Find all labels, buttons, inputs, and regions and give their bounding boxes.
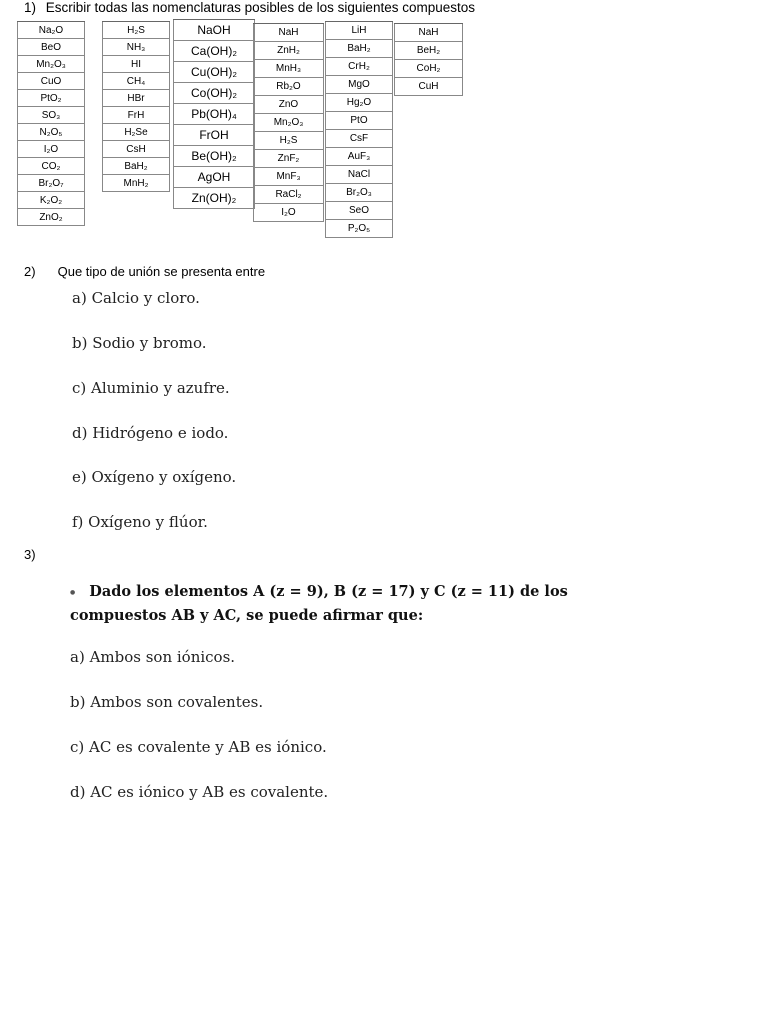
table-cell: AgOH — [173, 167, 255, 188]
question-3-option-a: a) Ambos son iónicos. — [70, 648, 236, 666]
table-cell: Na₂O — [17, 22, 85, 39]
compound-table-3 — [173, 19, 255, 209]
compound-table-4 — [253, 23, 324, 222]
question-2-title — [24, 264, 265, 279]
table-cell: ZnF₂ — [253, 150, 324, 168]
table-cell: CrH₂ — [325, 58, 393, 76]
table-cell: FrOH — [173, 125, 255, 146]
question-1-number: 1) — [24, 0, 37, 15]
compound-table-2 — [102, 21, 170, 192]
question-2-option-e: e) Oxígeno y oxígeno. — [72, 468, 237, 486]
table-cell: ZnH₂ — [253, 42, 324, 60]
table-cell: CO₂ — [17, 158, 85, 175]
table-cell: Mn₂O₃ — [17, 56, 85, 73]
table-cell: NH₃ — [102, 39, 170, 56]
table-cell: HBr — [102, 90, 170, 107]
table-cell: Be(OH)₂ — [173, 146, 255, 167]
table-cell: CuH — [394, 78, 463, 96]
table-cell: BaH₂ — [102, 158, 170, 175]
table-cell: NaH — [394, 24, 463, 42]
table-cell: Cu(OH)₂ — [173, 62, 255, 83]
table-cell: CsH — [102, 141, 170, 158]
table-cell: BaH₂ — [325, 40, 393, 58]
table-cell: SeO — [325, 202, 393, 220]
table-cell: PtO — [325, 112, 393, 130]
question-2-option-b: b) Sodio y bromo. — [72, 334, 207, 352]
compound-table-6 — [394, 23, 463, 96]
table-cell: Br₂O₇ — [17, 175, 85, 192]
table-cell: RaCl₂ — [253, 186, 324, 204]
question-3-number: 3) — [24, 547, 36, 562]
table-cell: MnH₃ — [253, 60, 324, 78]
table-cell: MnH₂ — [102, 175, 170, 192]
table-cell: BeH₂ — [394, 42, 463, 60]
question-3-option-c: c) AC es covalente y AB es iónico. — [70, 738, 327, 756]
table-cell: H₂S — [102, 22, 170, 39]
table-cell: Ca(OH)₂ — [173, 41, 255, 62]
table-cell: CH₄ — [102, 73, 170, 90]
table-cell: MgO — [325, 76, 393, 94]
table-cell: Zn(OH)₂ — [173, 188, 255, 209]
table-cell: I₂O — [17, 141, 85, 158]
question-3-stem-text: Dado los elementos A (z = 9), B (z = 17) y C (z = 11) de los compuestos AB y AC, se puede afirmar que: — [70, 583, 568, 624]
table-cell: AuF₃ — [325, 148, 393, 166]
question-1-text: Escribir todas las nomenclaturas posibles de los siguientes compuestos — [45, 0, 475, 15]
bullet-dot-icon: ● — [70, 588, 76, 596]
table-cell: Rb₂O — [253, 78, 324, 96]
table-cell: N₂O₅ — [17, 124, 85, 141]
table-cell: CuO — [17, 73, 85, 90]
table-cell: BeO — [17, 39, 85, 56]
table-cell: K₂O₂ — [17, 192, 85, 209]
table-cell: CoH₂ — [394, 60, 463, 78]
question-3-option-d: d) AC es iónico y AB es covalente. — [70, 783, 329, 801]
question-2-text: Que tipo de unión se presenta entre — [57, 264, 266, 279]
table-cell: NaCl — [325, 166, 393, 184]
table-cell: Pb(OH)₄ — [173, 104, 255, 125]
table-cell: NaH — [253, 24, 324, 42]
table-cell: P₂O₅ — [325, 220, 393, 238]
question-2-number: 2) — [24, 264, 36, 279]
question-3-option-b: b) Ambos son covalentes. — [70, 693, 264, 711]
table-cell: Hg₂O — [325, 94, 393, 112]
question-2-option-d: d) Hidrógeno e iodo. — [72, 424, 229, 442]
question-2-option-c: c) Aluminio y azufre. — [72, 379, 230, 397]
table-cell: H₂S — [253, 132, 324, 150]
table-cell: ZnO — [253, 96, 324, 114]
table-cell: Br₂O₃ — [325, 184, 393, 202]
question-2-option-f: f) Oxígeno y flúor. — [72, 513, 208, 531]
table-cell: I₂O — [253, 204, 324, 222]
compound-table-5 — [325, 21, 393, 238]
table-cell: FrH — [102, 107, 170, 124]
table-cell: NaOH — [173, 20, 255, 41]
table-cell: H₂Se — [102, 124, 170, 141]
table-cell: PtO₂ — [17, 90, 85, 107]
compound-table-1 — [17, 21, 85, 226]
question-2-option-a: a) Calcio y cloro. — [72, 289, 200, 307]
table-cell: MnF₃ — [253, 168, 324, 186]
table-cell: CsF — [325, 130, 393, 148]
table-cell: LiH — [325, 22, 393, 40]
table-cell: SO₃ — [17, 107, 85, 124]
table-cell: Co(OH)₂ — [173, 83, 255, 104]
question-1-title — [24, 0, 475, 15]
table-cell: HI — [102, 56, 170, 73]
table-cell: Mn₂O₃ — [253, 114, 324, 132]
question-3-stem — [70, 580, 660, 627]
table-cell: ZnO₂ — [17, 209, 85, 226]
